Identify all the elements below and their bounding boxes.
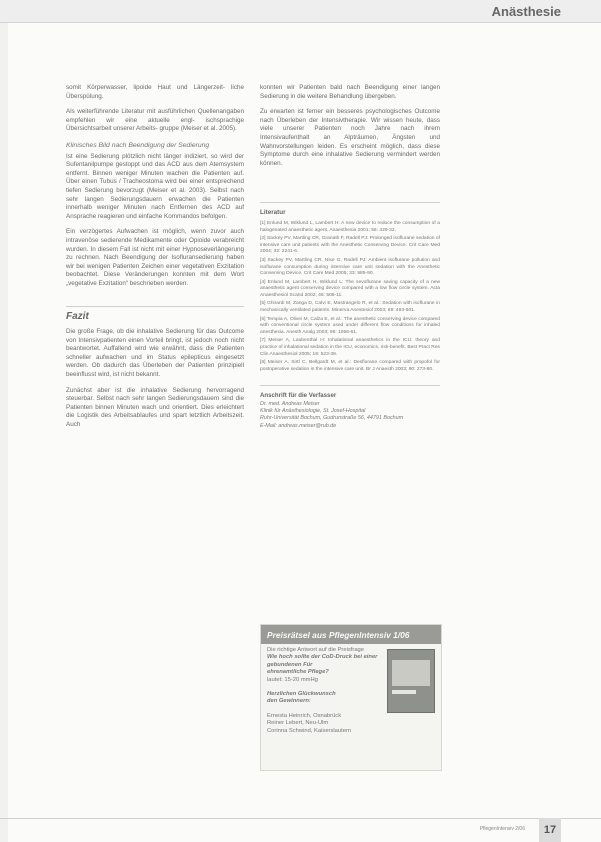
prize-puzzle-body xyxy=(267,647,385,735)
page-number: 17 xyxy=(539,818,561,842)
cover-title-bar xyxy=(392,690,416,694)
clinical-subheading: Klinisches Bild nach Beendigung der Sedierung xyxy=(66,141,210,149)
fazit-paragraph: Zunächst aber ist die inhalative Sedierung hervorragend steuerbar. Selbst nach sehr langen Sedierungsdauern sind die Patienten binnen Minuten wach und orientiert. Dies erleichtert die Logistik des Arbeitsablaufes und spart letztlich Arbeitszeit. Auch xyxy=(66,386,244,428)
fazit-heading: Fazit xyxy=(66,306,244,322)
prize-puzzle-title: Preisrätsel aus PflegenIntensiv 1/06 xyxy=(261,625,441,644)
section-title: Anästhesie xyxy=(491,4,561,19)
prize-puzzle-box xyxy=(260,624,442,771)
footer-rule xyxy=(0,818,601,819)
address-heading: Anschrift für die Verfasser xyxy=(260,385,440,401)
fazit-paragraph: Die große Frage, ob die inhalative Sedierung für das Outcome von Intensivpatienten einen Vorteil bringt, ist jedoch noch nicht beantwortet. Auffallend wird wie erwähnt, dass die Patienten schneller aufwachen und im Status epilepticus eingesetzt werden. Ob dadurch das Überleben der Patienten prinzipiell beeinflusst wird, ist nicht bekannt. xyxy=(66,328,244,379)
answer-line: lautet: 15-20 mmHg xyxy=(267,676,318,683)
reference-item: [3] Sackey PV, Martling CR, Nise G, Radell PJ: Ambient isoflurane pollution and isoflurane consumption during intensive care unit sedation with the Anesthetic Conserving Device. Crit Care Med 2005; 33: 585-90. xyxy=(260,257,440,277)
cover-panel xyxy=(392,660,430,686)
reference-list xyxy=(260,221,440,373)
intro-paragraph: Als weiterführende Literatur mit ausführlichen Quellenangaben empfehlen wir eine aktuelle engl- ischsprachige Übersichtsarbeit unserer Arbeits- gruppe (Meiser et al. 2005). xyxy=(66,108,244,133)
left-column xyxy=(66,84,244,437)
body-paragraph: konnten wir Patienten bald nach Beendigung einer langen Sedierung in die weitere Behandlung übergeben. xyxy=(260,84,440,100)
reference-item: [4] Enlund M, Lambert H, Wiklund L: The sevoflurane saving capacity of a new anaesthetic agent conserving device compared with a low flow circle system. Acta Anaesthesiol Scand 2002; 46: 506-11. xyxy=(260,279,440,298)
reference-item: [1] Enlund M, Wiklund L, Lambert H: A new device to reduce the consumption of a halogenated anaesthetic agent. Anaesthesia 2001; 56: 429-32. xyxy=(260,220,440,233)
address-line: Ruhr-Universität Bochum, Gudrunstraße 56, 44791 Bochum xyxy=(260,415,404,422)
footer-source: PflegenIntensiv 2/06 xyxy=(479,826,525,832)
author-address xyxy=(260,401,440,430)
winner-name: Reiner Lebert, Neu-Ulm xyxy=(267,720,329,727)
congrats-line: den Gewinnern: xyxy=(267,698,311,705)
congrats-line: Herzlichen Glückwunsch xyxy=(267,691,336,698)
question-line: Wie hoch sollte der CoD-Druck bei einer gebundenen Für xyxy=(267,654,378,668)
right-column xyxy=(260,84,440,430)
reference-item: [8] Meiser A, Sirtl C, Bellgardt M, et al.: Desflurane compared with propofol for postoperative sedation in the intensive care unit. Br J Anaesth 2003; 90: 273-80. xyxy=(260,360,440,372)
book-cover-image xyxy=(387,649,435,713)
header-band xyxy=(0,0,601,23)
literature-heading: Literatur xyxy=(260,202,440,218)
clinical-paragraph: Ein verzögertes Aufwachen ist möglich, wenn zuvor auch intravenöse sedierende Medikamente oder Opioide verabreicht wurden. In diesem Fall ist nicht mit einer Hypnoseverlängerung zu rechnen. Nach Beendigung der Isofluransedierung haben wir bei wenigen Patienten Zeichen einer vegetativen Exzitation beobachtet. Diese Veränderungen konnten mit dem Wort „vegetative Exzitation“ beschrieben werden. xyxy=(66,228,244,287)
intro-paragraph: somit Körperwasser, lipoide Haut und Längerzeit- liche Überspülung. xyxy=(66,84,244,100)
address-line: Klinik für Anästhesiologie, St. Josef-Hospital xyxy=(260,408,366,415)
question-line: Die richtige Antwort auf die Preisfrage xyxy=(267,647,364,653)
reference-item: [5] Ghirardi M, Zanga D, Calvi E, Mastrangelo R, et al.: Sedation with isoflurane in mechanically ventilated patients. Minerva Anestesiol 2003; 69: 493-501. xyxy=(260,301,440,314)
page-edge xyxy=(0,0,8,842)
clinical-paragraph: Ist eine Sedierung plötzlich nicht länger indiziert, so wird der Sufentanilpumpe gestoppt und das ACD aus dem Atemsystem entfernt. Binnen weniger Minuten wachen die Patienten auf. Über einen Tubus / Tracheostoma wird bei einer entsprechend tiefen Sedierung bevorzugt (Meiser et al. 2003). Selbst nach sehr langen Sedierungsdauern erwachen die Patienten innerhalb weniger Minuten nach Entfernen des ACD auf Ansprache reagieren und einfache Kommandos befolgen. xyxy=(66,152,244,220)
reference-item: [2] Sackey PV, Martling CR, Granath F, Radell PJ: Prolonged isoflurane sedation of intensive care unit patients with the Anesthetic Conserving Device. Crit Care Med 2004; 32: 2241-6. xyxy=(260,236,440,255)
address-line: Dr. med. Andreas Meiser xyxy=(260,401,320,407)
winner-name: Ernesta Heinrich, Osnabrück xyxy=(267,712,342,719)
reference-item: [7] Meiser A, Laubenthal H: Inhalational anaesthetics in the ICU: theory and practice of inhalational sedation in the ICU, economics, risk-benefit. Best Pract Res Clin Anaesthesiol 2005; 19: 523-38. xyxy=(260,338,440,357)
question-line: ehrenamtliche Pflege? xyxy=(267,669,329,676)
reference-item: [6] Tempia A, Olivei M, Calza E, et al.: The anesthetic conserving device compared with conventional circle system used under different flow conditions for inhaled anesthesia. Anesth Analg 2003; 96: 1056-61. xyxy=(260,316,440,335)
winner-name: Corinna Schwind, Kaiserslautern xyxy=(267,727,352,734)
body-paragraph: Zu erwarten ist ferner ein besseres psychologisches Outcome nach Überleben der Intensivtherapie. Wir wissen heute, dass viele unserer Patienten noch Jahre nach ihrem Intensivaufenthalt an Alpträumen, Ängsten und Wahnvorstellungen leiden. Es erscheint möglich, dass diese Symptome durch eine inhalative Sedierung vermindert werden können. xyxy=(260,108,440,167)
address-line: E-Mail: andreas.meiser@rub.de xyxy=(260,422,337,429)
